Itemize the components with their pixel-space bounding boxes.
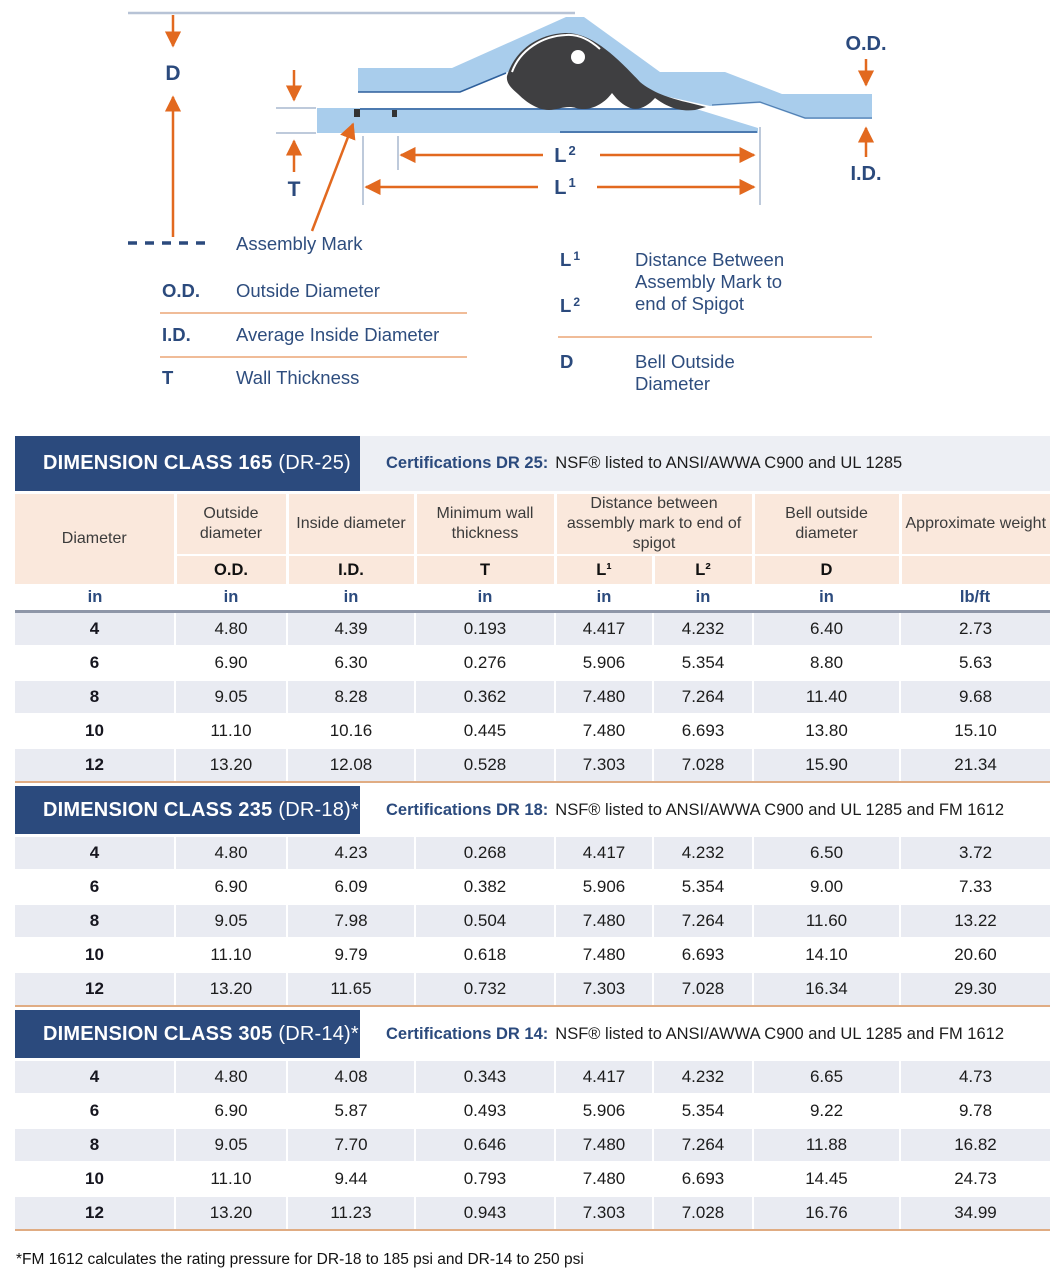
- od-dimension-label: O.D.: [845, 33, 887, 55]
- unit-cell: in: [15, 584, 175, 612]
- legend-d-symbol: D: [560, 351, 574, 372]
- value-cell: 4.39: [287, 612, 415, 647]
- class-235-title: [15, 786, 360, 834]
- value-cell: 20.60: [900, 938, 1050, 972]
- col-header-assembly-distance: Distance between assembly mark to end of spigot: [555, 494, 753, 555]
- title-text: DIMENSION CLASS 235: [43, 798, 273, 821]
- diameter-cell: 12: [15, 1196, 175, 1230]
- diameter-cell: 4: [15, 612, 175, 647]
- legend-l1-symbol: L $^1$: [560, 249, 580, 270]
- value-cell: 15.90: [753, 748, 900, 782]
- pipe-joint-diagram: [0, 0, 1053, 436]
- value-cell: 11.88: [753, 1128, 900, 1162]
- symbol-od: O.D.: [175, 555, 287, 584]
- cert-label: Certifications DR 25:: [386, 454, 549, 472]
- value-cell: 14.10: [753, 938, 900, 972]
- cert-label: Certifications DR 18:: [386, 800, 549, 819]
- value-cell: 11.65: [287, 972, 415, 1006]
- value-cell: 6.30: [287, 646, 415, 680]
- value-cell: 7.303: [555, 972, 653, 1006]
- l2-dimension-label: L $^2$: [554, 143, 576, 167]
- title-dr-suffix: (DR-14)*: [278, 1022, 359, 1045]
- value-cell: 0.382: [415, 870, 555, 904]
- value-cell: 6.65: [753, 1061, 900, 1094]
- value-cell: 12.08: [287, 748, 415, 782]
- value-cell: 7.480: [555, 714, 653, 748]
- col-header-approximate-weight: Approximate weight: [900, 494, 1050, 555]
- table-header: [15, 494, 1050, 612]
- class-305-table: [15, 1061, 1050, 1231]
- legend-l-desc-line3: end of Spigot: [635, 293, 745, 314]
- col-header-wall-thickness: Minimum wall thickness: [415, 494, 555, 555]
- title-dr-suffix: (DR-25): [278, 452, 351, 474]
- value-cell: 0.493: [415, 1094, 555, 1128]
- value-cell: 7.98: [287, 904, 415, 938]
- assembly-mark-label: Assembly Mark: [236, 233, 363, 254]
- value-cell: 0.343: [415, 1061, 555, 1094]
- value-cell: 14.45: [753, 1162, 900, 1196]
- value-cell: 4.80: [175, 1061, 287, 1094]
- value-cell: 0.276: [415, 646, 555, 680]
- cert-label: Certifications DR 14:: [386, 1024, 549, 1043]
- class-165-table: [15, 494, 1050, 783]
- table-row: [15, 1061, 1050, 1094]
- class-305-rows: [15, 1061, 1050, 1230]
- unit-cell: in: [175, 584, 287, 612]
- value-cell: 9.79: [287, 938, 415, 972]
- diameter-cell: 8: [15, 904, 175, 938]
- value-cell: 0.445: [415, 714, 555, 748]
- table-row: [15, 972, 1050, 1006]
- legend-d-desc-line2: Diameter: [635, 373, 711, 394]
- unit-cell: in: [653, 584, 753, 612]
- legend-t-desc: Wall Thickness: [236, 367, 360, 388]
- value-cell: 5.354: [653, 870, 753, 904]
- value-cell: 4.08: [287, 1061, 415, 1094]
- value-cell: 29.30: [900, 972, 1050, 1006]
- diameter-cell: 6: [15, 870, 175, 904]
- unit-cell: in: [415, 584, 555, 612]
- value-cell: 5.354: [653, 646, 753, 680]
- value-cell: 0.793: [415, 1162, 555, 1196]
- unit-cell: in: [753, 584, 900, 612]
- value-cell: 13.20: [175, 972, 287, 1006]
- value-cell: 0.646: [415, 1128, 555, 1162]
- value-cell: 11.23: [287, 1196, 415, 1230]
- table-row: [15, 680, 1050, 714]
- value-cell: 2.73: [900, 612, 1050, 647]
- diameter-cell: 4: [15, 837, 175, 870]
- value-cell: 4.73: [900, 1061, 1050, 1094]
- value-cell: 9.00: [753, 870, 900, 904]
- value-cell: 11.40: [753, 680, 900, 714]
- l1-dimension-label: L $^1$: [554, 175, 576, 199]
- class-235-rows: [15, 837, 1050, 1006]
- value-cell: 16.34: [753, 972, 900, 1006]
- title-text: DIMENSION CLASS 165: [43, 452, 273, 474]
- class-235-title-bar: [15, 786, 1050, 834]
- cert-text: NSF® listed to ANSI/AWWA C900 and UL 1285 and FM 1612: [555, 800, 1005, 819]
- value-cell: 5.87: [287, 1094, 415, 1128]
- class-305-title-bar: [15, 1010, 1050, 1058]
- value-cell: 16.76: [753, 1196, 900, 1230]
- table-row: [15, 1094, 1050, 1128]
- value-cell: 6.693: [653, 1162, 753, 1196]
- legend-t-symbol: T: [162, 367, 174, 388]
- fm1612-footnote: *FM 1612 calculates the rating pressure for DR-18 to 185 psi and DR-14 to 250 psi: [16, 1251, 584, 1268]
- value-cell: 7.264: [653, 904, 753, 938]
- value-cell: 4.23: [287, 837, 415, 870]
- value-cell: 4.417: [555, 612, 653, 647]
- value-cell: 4.232: [653, 612, 753, 647]
- col-header-outside-diameter: Outside diameter: [175, 494, 287, 555]
- value-cell: 5.906: [555, 646, 653, 680]
- legend-l2-symbol: L $^2$: [560, 295, 580, 316]
- value-cell: 4.80: [175, 612, 287, 647]
- value-cell: 11.60: [753, 904, 900, 938]
- diagram-svg: [0, 0, 1053, 436]
- value-cell: 6.50: [753, 837, 900, 870]
- value-cell: 7.480: [555, 680, 653, 714]
- value-cell: 0.732: [415, 972, 555, 1006]
- value-cell: 0.528: [415, 748, 555, 782]
- legend-id-desc: Average Inside Diameter: [236, 324, 440, 345]
- value-cell: 9.05: [175, 904, 287, 938]
- value-cell: 13.80: [753, 714, 900, 748]
- value-cell: 13.22: [900, 904, 1050, 938]
- diameter-cell: 10: [15, 714, 175, 748]
- legend-l-desc-line1: Distance Between: [635, 249, 785, 270]
- value-cell: 7.028: [653, 972, 753, 1006]
- value-cell: 9.22: [753, 1094, 900, 1128]
- dimension-tables: [15, 436, 1050, 1269]
- value-cell: 7.70: [287, 1128, 415, 1162]
- value-cell: 9.05: [175, 680, 287, 714]
- table-row: [15, 837, 1050, 870]
- value-cell: 7.028: [653, 748, 753, 782]
- value-cell: 4.417: [555, 1061, 653, 1094]
- value-cell: 7.33: [900, 870, 1050, 904]
- cert-text: NSF® listed to ANSI/AWWA C900 and UL 1285: [555, 454, 903, 472]
- value-cell: 0.193: [415, 612, 555, 647]
- value-cell: 8.28: [287, 680, 415, 714]
- value-cell: 13.20: [175, 1196, 287, 1230]
- value-cell: 10.16: [287, 714, 415, 748]
- unit-cell: in: [287, 584, 415, 612]
- t-dimension-label: T: [287, 178, 301, 201]
- table-row: [15, 1196, 1050, 1230]
- diameter-cell: 12: [15, 748, 175, 782]
- unit-cell: in: [555, 584, 653, 612]
- value-cell: 6.90: [175, 646, 287, 680]
- spigot-pipe-shape: [317, 108, 758, 133]
- value-cell: 7.303: [555, 1196, 653, 1230]
- value-cell: 34.99: [900, 1196, 1050, 1230]
- class-165-certifications: [360, 436, 1050, 491]
- unit-cell: lb/ft: [900, 584, 1050, 612]
- value-cell: 3.72: [900, 837, 1050, 870]
- symbol-l2: L²: [653, 555, 753, 584]
- value-cell: 16.82: [900, 1128, 1050, 1162]
- value-cell: 0.943: [415, 1196, 555, 1230]
- diameter-cell: 6: [15, 1094, 175, 1128]
- symbol-d: D: [753, 555, 900, 584]
- title-text: DIMENSION CLASS 305: [43, 1022, 273, 1045]
- gasket-hole: [571, 50, 585, 64]
- value-cell: 11.10: [175, 714, 287, 748]
- class-305-title: [15, 1010, 360, 1058]
- value-cell: 9.05: [175, 1128, 287, 1162]
- value-cell: 6.693: [653, 714, 753, 748]
- class-165-rows: [15, 612, 1050, 783]
- value-cell: 15.10: [900, 714, 1050, 748]
- value-cell: 4.232: [653, 837, 753, 870]
- value-cell: 4.80: [175, 837, 287, 870]
- d-dimension-label: D: [165, 62, 181, 85]
- id-dimension-label: I.D.: [850, 163, 882, 185]
- value-cell: 7.264: [653, 680, 753, 714]
- value-cell: 6.693: [653, 938, 753, 972]
- legend-l-desc-line2: Assembly Mark to: [635, 271, 783, 292]
- assembly-mark-dot-2: [392, 110, 397, 117]
- diameter-cell: 10: [15, 938, 175, 972]
- diameter-cell: 4: [15, 1061, 175, 1094]
- value-cell: 11.10: [175, 1162, 287, 1196]
- legend-od-desc: Outside Diameter: [236, 280, 380, 301]
- value-cell: 5.906: [555, 1094, 653, 1128]
- table-row: [15, 870, 1050, 904]
- value-cell: 9.78: [900, 1094, 1050, 1128]
- value-cell: 4.232: [653, 1061, 753, 1094]
- value-cell: 6.09: [287, 870, 415, 904]
- value-cell: 8.80: [753, 646, 900, 680]
- class-235-table: [15, 837, 1050, 1007]
- table-row: [15, 748, 1050, 782]
- value-cell: 0.268: [415, 837, 555, 870]
- cert-text: NSF® listed to ANSI/AWWA C900 and UL 1285 and FM 1612: [555, 1024, 1005, 1043]
- diameter-cell: 8: [15, 680, 175, 714]
- table-row: [15, 904, 1050, 938]
- col-header-diameter: Diameter: [15, 494, 175, 584]
- class-165-title-bar: [15, 436, 1050, 491]
- symbol-t: T: [415, 555, 555, 584]
- value-cell: 0.362: [415, 680, 555, 714]
- value-cell: 7.480: [555, 1128, 653, 1162]
- table-row: [15, 938, 1050, 972]
- diameter-cell: 12: [15, 972, 175, 1006]
- legend-od-symbol: O.D.: [162, 280, 201, 301]
- value-cell: 7.480: [555, 938, 653, 972]
- value-cell: 11.10: [175, 938, 287, 972]
- value-cell: 5.63: [900, 646, 1050, 680]
- value-cell: 7.028: [653, 1196, 753, 1230]
- diameter-cell: 6: [15, 646, 175, 680]
- value-cell: 6.90: [175, 1094, 287, 1128]
- class-305-certifications: [360, 1010, 1050, 1058]
- diameter-cell: 8: [15, 1128, 175, 1162]
- legend-d-desc-line1: Bell Outside: [635, 351, 735, 372]
- value-cell: 4.417: [555, 837, 653, 870]
- table-row: [15, 1128, 1050, 1162]
- value-cell: 6.40: [753, 612, 900, 647]
- value-cell: 5.906: [555, 870, 653, 904]
- symbol-id: I.D.: [287, 555, 415, 584]
- class-165-title: [15, 436, 360, 491]
- value-cell: 9.44: [287, 1162, 415, 1196]
- value-cell: 5.354: [653, 1094, 753, 1128]
- table-row: [15, 612, 1050, 647]
- value-cell: 24.73: [900, 1162, 1050, 1196]
- table-row: [15, 1162, 1050, 1196]
- value-cell: 0.504: [415, 904, 555, 938]
- title-dr-suffix: (DR-18)*: [278, 798, 359, 821]
- assembly-mark-dot-1: [354, 109, 360, 117]
- value-cell: 7.264: [653, 1128, 753, 1162]
- col-header-bell-outside-diameter: Bell outside diameter: [753, 494, 900, 555]
- col-header-inside-diameter: Inside diameter: [287, 494, 415, 555]
- value-cell: 7.480: [555, 1162, 653, 1196]
- value-cell: 7.303: [555, 748, 653, 782]
- value-cell: 0.618: [415, 938, 555, 972]
- value-cell: 9.68: [900, 680, 1050, 714]
- table-row: [15, 646, 1050, 680]
- legend-id-symbol: I.D.: [162, 324, 191, 345]
- class-235-certifications: [360, 786, 1050, 834]
- symbol-l1: L¹: [555, 555, 653, 584]
- value-cell: 21.34: [900, 748, 1050, 782]
- value-cell: 6.90: [175, 870, 287, 904]
- table-row: [15, 714, 1050, 748]
- symbol-empty: [900, 555, 1050, 584]
- value-cell: 7.480: [555, 904, 653, 938]
- value-cell: 13.20: [175, 748, 287, 782]
- assembly-mark-pointer: [312, 124, 353, 231]
- diameter-cell: 10: [15, 1162, 175, 1196]
